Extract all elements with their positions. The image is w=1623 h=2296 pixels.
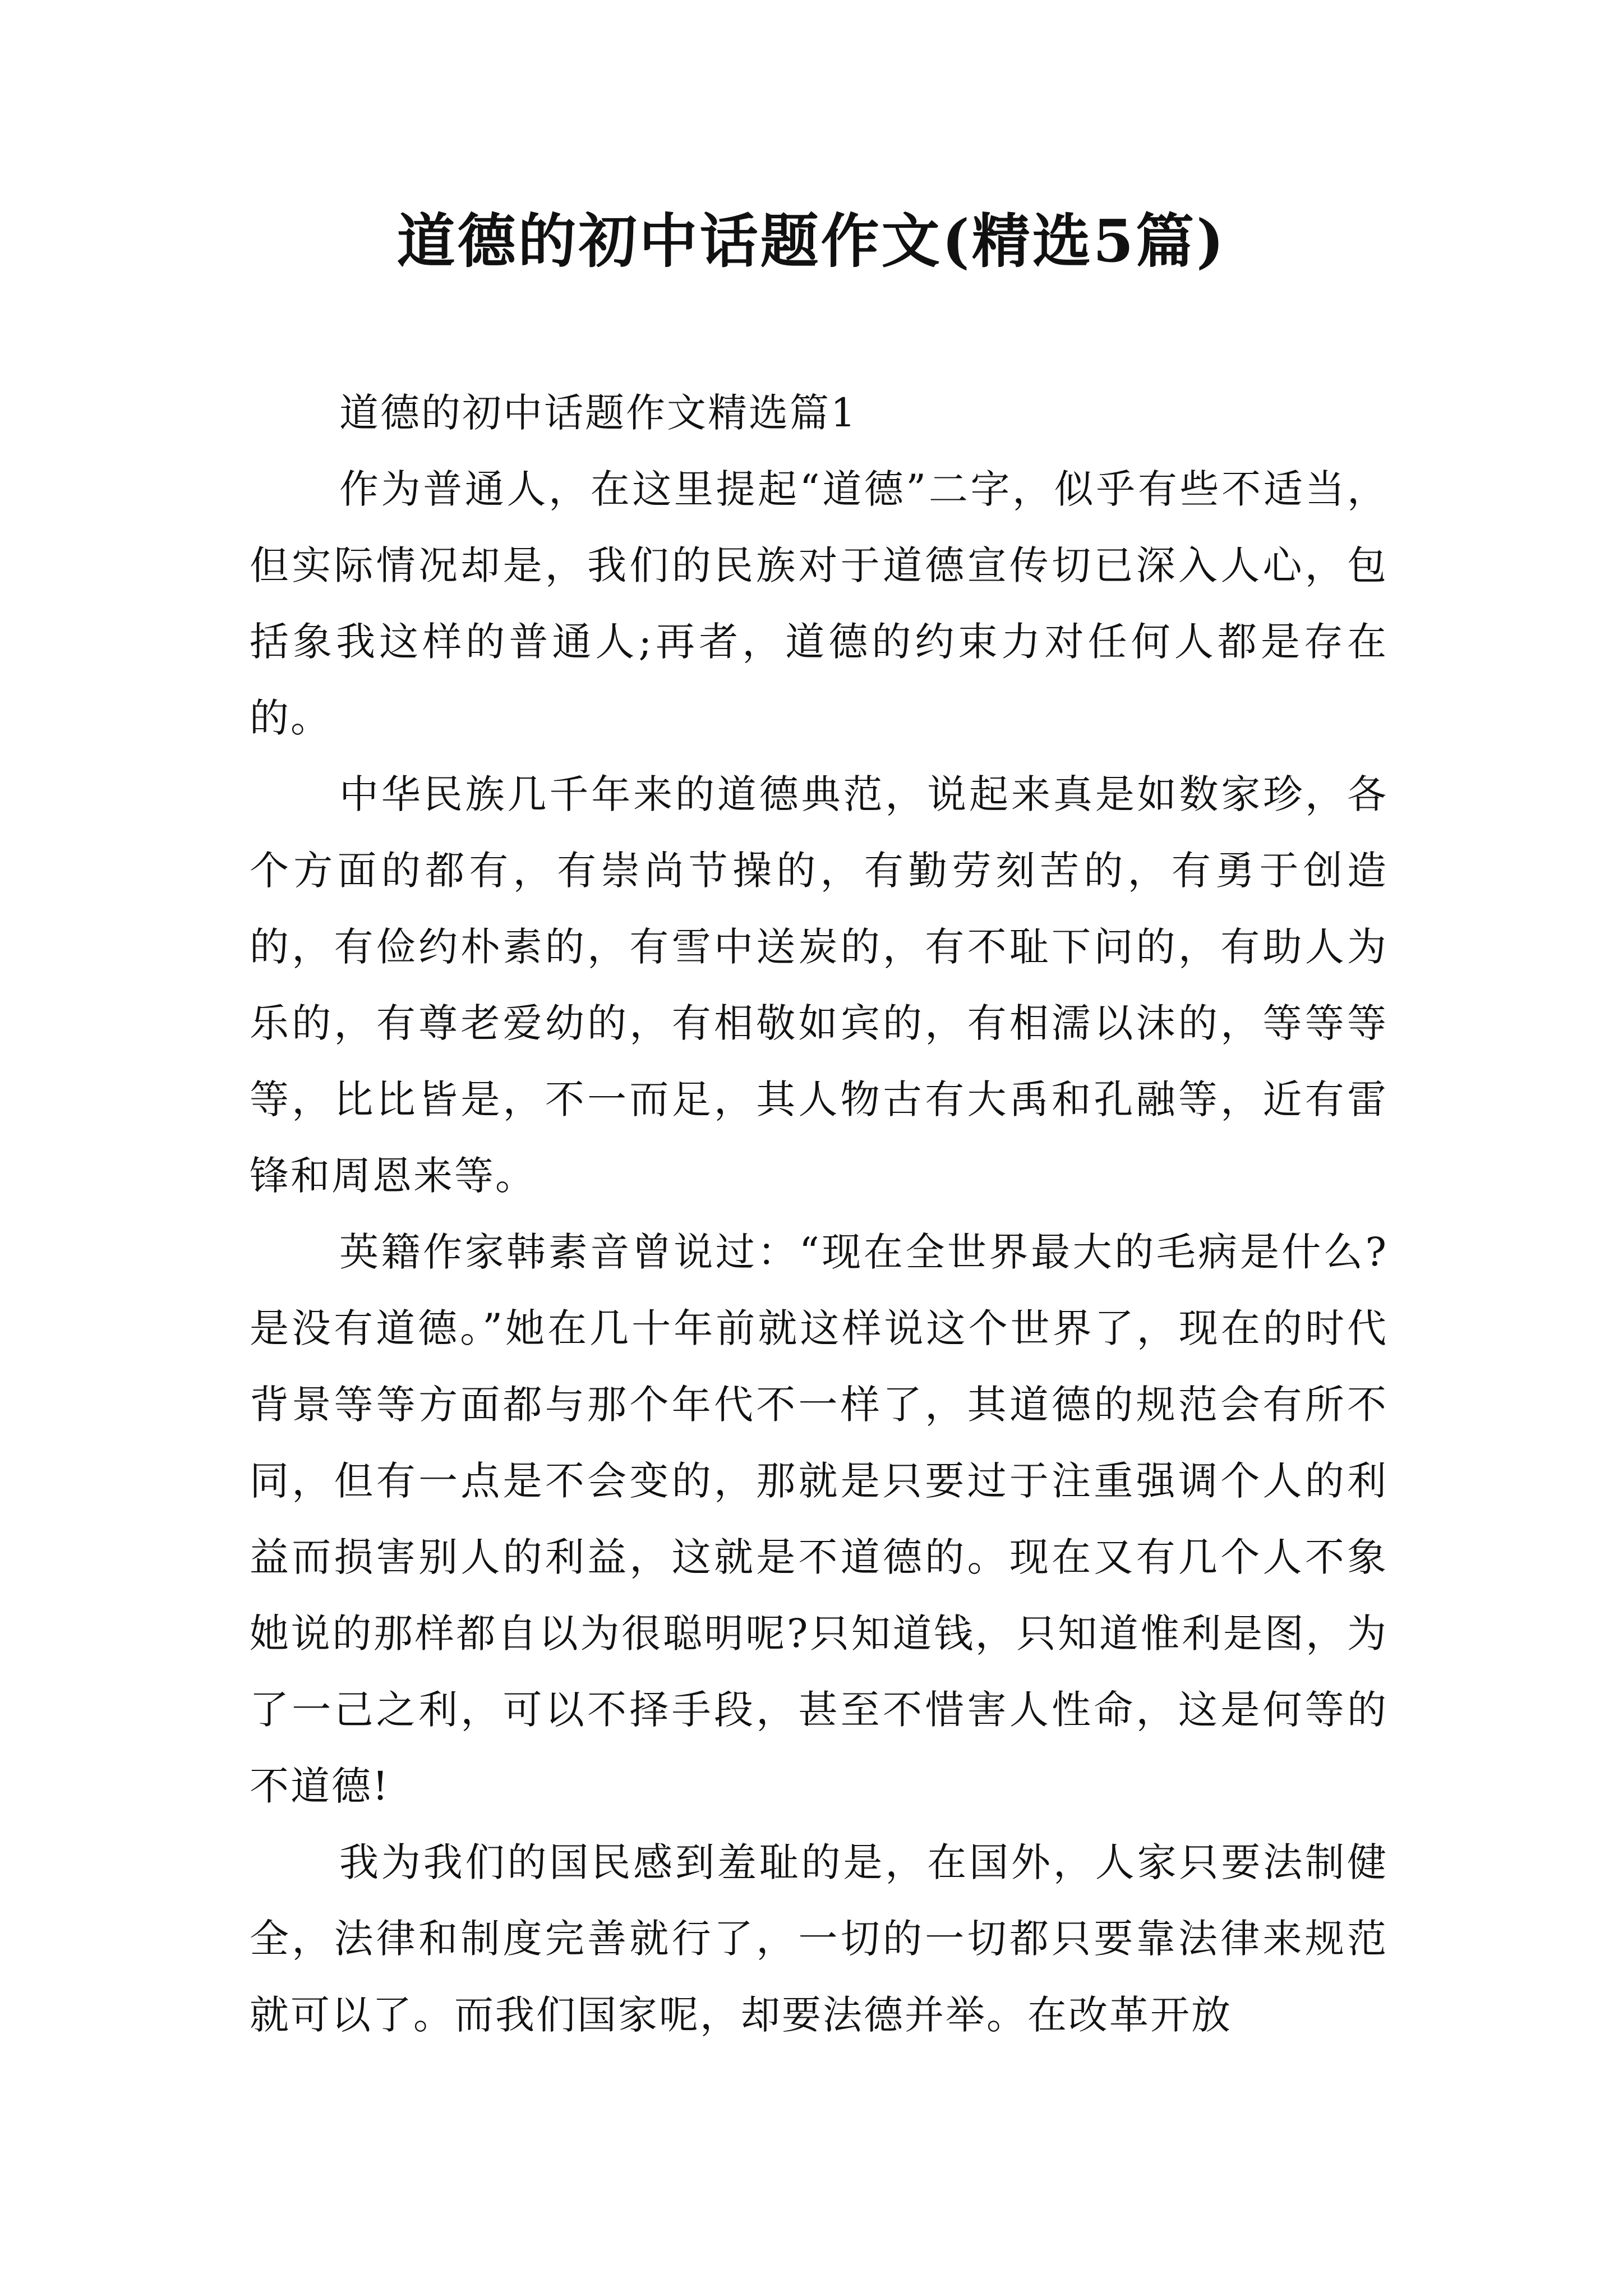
paragraph-4: 我为我们的国民感到羞耻的是，在国外，人家只要法制健全，法律和制度完善就行了，一切的一切都只要靠法律来规范就可以了。而我们国家呢，却要法德并举。在改革开放	[250, 1839, 1388, 2038]
document-body	[250, 375, 1388, 2053]
document-title: 道德的初中话题作文(精选5篇)	[396, 206, 1227, 275]
essay-heading: 道德的初中话题作文精选篇1	[339, 390, 857, 436]
paragraph-1: 作为普通人，在这里提起“道德”二字，似乎有些不适当，但实际情况却是，我们的民族对于道德宣传切已深入人心，包括象我这样的普通人;再者，道德的约束力对任何人都是存在的。	[250, 466, 1388, 741]
paragraph-3: 英籍作家韩素音曾说过：“现在全世界最大的毛病是什么?是没有道德。”她在几十年前就这样说这个世界了，现在的时代背景等等方面都与那个年代不一样了，其道德的规范会有所不同，但有一点是不会变的，那就是只要过于注重强调个人的利益而损害别人的利益，这就是不道德的。现在又有几个人不象她说的那样都自以为很聪明呢?只知道钱，只知道惟利是图，为了一己之利，可以不择手段，甚至不惜害人性命，这是何等的不道德!	[250, 1229, 1388, 1809]
paragraph-2: 中华民族几千年来的道德典范，说起来真是如数家珍，各个方面的都有，有崇尚节操的，有勤劳刻苦的，有勇于创造的，有俭约朴素的，有雪中送炭的，有不耻下问的，有助人为乐的，有尊老爱幼的，有相敬如宾的，有相濡以沫的，等等等等，比比皆是，不一而足，其人物古有大禹和孔融等，近有雷锋和周恩来等。	[250, 771, 1388, 1199]
